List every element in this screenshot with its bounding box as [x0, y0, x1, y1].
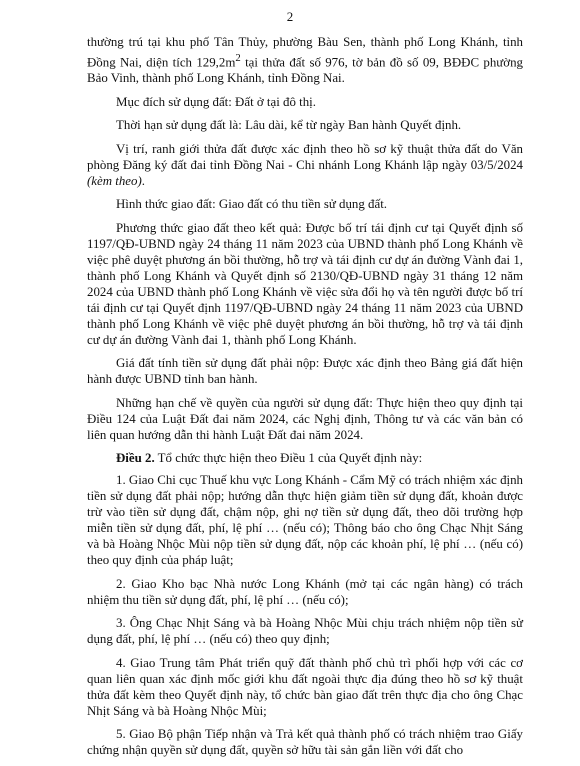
paragraph-allocation-method: Phương thức giao đất theo kết quả: Được bố trí tái định cư tại Quyết định số 1197/QĐ-UBND ngày 24 tháng 11 năm 2023 của UBND thành phố Long Khánh về việc phê duyệt phương án bồi thường, hỗ trợ và tái định cư dự án đường Vành đai 1, thành phố Long Khánh và Quyết định số 2130/QĐ-UBND ngày 31 tháng 12 năm 2024 của UBND thành phố Long Khánh về việc sửa đổi họ và tên người được bố trí tái định cư tại Quyết định 1197/QĐ-UBND ngày 24 tháng 11 năm 2023 của UBND thành phố Long Khánh về việc phê duyệt phương án bồi thường, hỗ trợ và tái định cư dự án đường Vành đai 1, thành phố Long Khánh. [87, 220, 523, 347]
article-2-heading: Điều 2. Tổ chức thực hiện theo Điều 1 của Quyết định này: [116, 451, 423, 466]
list-item: 5. Giao Bộ phận Tiếp nhận và Trả kết quả thành phố có trách nhiệm trao Giấy chứng nhận quyền sử dụng đất, quyền sở hữu tài sản gắn liền với đất cho [87, 727, 523, 758]
list-item: 4. Giao Trung tâm Phát triển quỹ đất thành phố chủ trì phối hợp với các cơ quan liên quan xác định mốc giới khu đất ngoài thực địa đúng theo hồ sơ kỹ thuật thửa đất kèm theo Quyết định này, tổ chức bàn giao đất trên thực địa cho ông Chạc Nhịt Sáng và bà Hoàng Nhộc Mùi; [87, 655, 523, 718]
paragraph-land-term: Thời hạn sử dụng đất là: Lâu dài, kể từ ngày Ban hành Quyết định. [116, 118, 462, 133]
attached-note: (kèm theo) [87, 173, 142, 188]
paragraph-land-purpose: Mục đích sử dụng đất: Đất ở tại đô thị. [116, 94, 316, 109]
area-unit-superscript: 2 [235, 52, 241, 64]
article-2-label: Điều 2. [116, 451, 155, 466]
page-number: 2 [286, 9, 294, 24]
paragraph-land-restrictions: Những hạn chế về quyền của người sử dụng đất: Thực hiện theo quy định tại Điều 124 của Luật Đất đai năm 2024, các Nghị định, Thông tư và các văn bản có liên quan hướng dẫn thi hành Luật Đất đai năm 2024. [87, 395, 523, 442]
paragraph-land-boundary: Vị trí, ranh giới thửa đất được xác định theo hồ sơ kỹ thuật thửa đất do Văn phòng Đăng ký đất đai tỉnh Đồng Nai - Chi nhánh Long Khánh lập ngày 03/5/2024 (kèm theo). [87, 141, 523, 188]
paragraph-land-price: Giá đất tính tiền sử dụng đất phải nộp: Được xác định theo Bảng giá đất hiện hành được UBND tỉnh ban hành. [87, 356, 523, 387]
paragraph-owner-address: thường trú tại khu phố Tân Thủy, phường Bàu Sen, thành phố Long Khánh, tỉnh Đồng Nai, diện tích $129,2m^2$ tại thửa đất số 976, tờ bản đồ số 09, BĐĐC phường Bảo Vinh, thành phố Long Khánh, tỉnh Đồng Nai. [87, 35, 523, 86]
list-item: 2. Giao Kho bạc Nhà nước Long Khánh (mở tại các ngân hàng) có trách nhiệm thu tiền sử dụng đất, phí, lệ phí … (nếu có); [87, 576, 523, 607]
list-item: 1. Giao Chi cục Thuế khu vực Long Khánh - Cẩm Mỹ có trách nhiệm xác định tiền sử dụng đất phải nộp; hướng dẫn thực hiện giảm tiền sử dụng đất, khoản được trừ vào tiền sử dụng đất, chậm nộp, ghi nợ tiền sử dụng đất, theo dõi trường hợp miễn tiền sử dụng đất, phí, lệ phí … (nếu có); Thông báo cho ông Chạc Nhịt Sáng và bà Hoàng Nhộc Mùi nộp tiền sử dụng đất, nộp các khoản phí, lệ phí … (nếu có) theo quy định của pháp luật; [87, 473, 523, 568]
list-item: 3. Ông Chạc Nhịt Sáng và bà Hoàng Nhộc Mùi chịu trách nhiệm nộp tiền sử dụng đất, phí, lệ phí … (nếu có) theo quy định; [87, 616, 523, 647]
document-body [87, 34, 523, 766]
paragraph-allocation-form: Hình thức giao đất: Giao đất có thu tiền sử dụng đất. [116, 197, 388, 212]
